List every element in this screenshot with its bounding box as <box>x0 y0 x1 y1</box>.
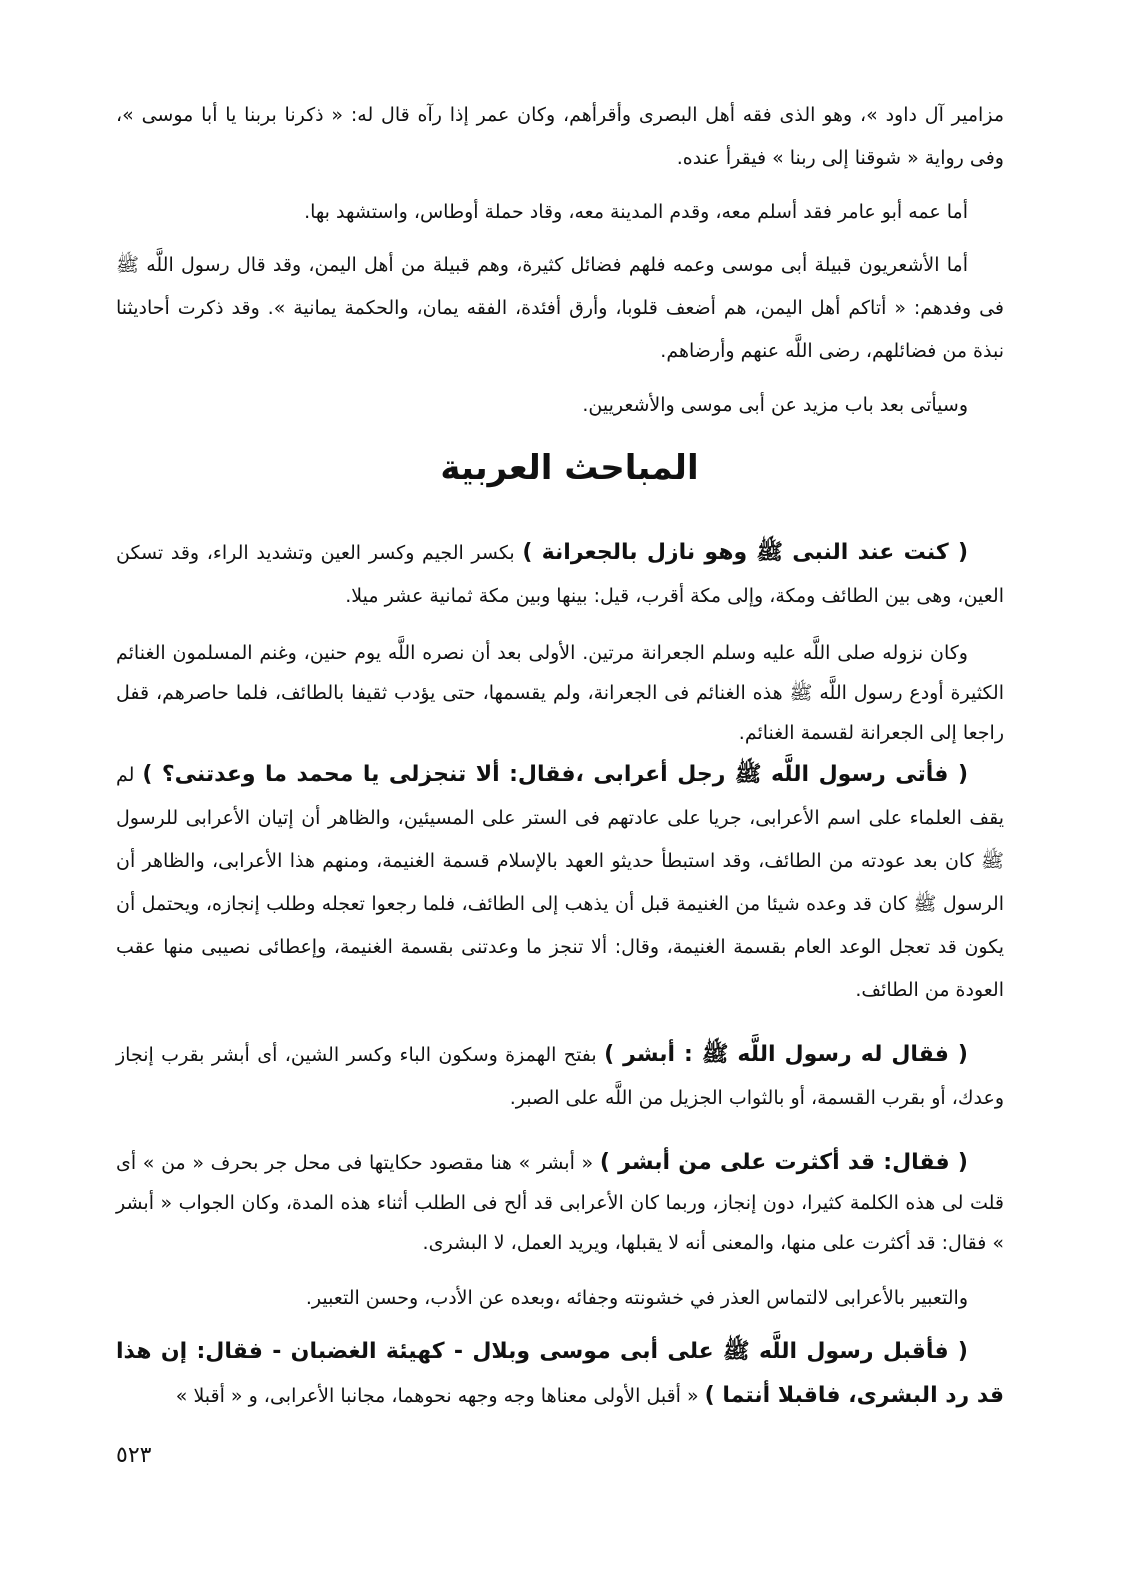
paragraph-1 <box>116 93 1004 180</box>
paragraph-8 <box>116 1033 1004 1120</box>
paragraph-6 <box>116 633 1004 753</box>
paragraph-5 <box>116 531 1004 618</box>
lead-phrase: ( فأتى رسول اللَّه ﷺ رجل أعرابى ،فقال: ألا تنجزلى يا محمد ما وعدتنى؟ ) <box>142 762 968 787</box>
lead-phrase: ( كنت عند النبى ﷺ وهو نازل بالجعرانة ) <box>522 540 968 565</box>
paragraph-text: وسيأتى بعد باب مزيد عن أبى موسى والأشعريين. <box>582 394 968 416</box>
lead-phrase: ( فقال: قد أكثرت على من أبشر ) <box>599 1150 968 1175</box>
paragraph-10 <box>116 1276 1004 1320</box>
paragraph-text: بكسر الجيم وكسر العين وتشديد الراء، وقد تسكن العين، وهى بين الطائف ومكة، وإلى مكة أقرب، قيل: بينها وبين مكة ثمانية عشر ميلا. <box>116 542 1004 607</box>
lead-phrase: ( فقال له رسول اللَّه ﷺ : أبشر ) <box>604 1042 968 1067</box>
paragraph-3 <box>116 243 1004 373</box>
page-number: ٥٢٣ <box>116 1443 152 1468</box>
paragraph-2 <box>116 190 1004 234</box>
paragraph-text: لم يقف العلماء على اسم الأعرابى، جريا على عادتهم فى الستر على المسيئين، والظاهر أن إتيان الأعرابى للرسول ﷺ كان بعد عودته من الطائف، وقد استبطأ حديثو العهد بالإسلام قسمة الغنيمة، ومنهم هذا الأعرابى، والظاهر أن الرسول ﷺ كان قد وعده شيئا من الغنيمة قبل أن يذهب إلى الطائف، فلما رجعوا تعجله وطلب إنجازه، ويحتمل أن يكون قد تعجل الوعد العام بقسمة الغنيمة، وقال: ألا تنجز ما وعدتنى بقسمة الغنيمة، وإعطائى نصيبى منها عقب العودة من الطائف. <box>116 764 1004 1001</box>
lead-phrase: ( فأقبل رسول اللَّه ﷺ على أبى موسى وبلال - كهيئة الغضبان - فقال: إن هذا قد رد البشرى، فاقبلا أنتما ) <box>116 1339 1004 1408</box>
paragraph-text: وكان نزوله صلى اللَّه عليه وسلم الجعرانة مرتين. الأولى بعد أن نصره اللَّه يوم حنين، وغنم المسلمون الغنائم الكثيرة أودع رسول اللَّه ﷺ هذه الغنائم فى الجعرانة، ولم يقسمها، حتى يؤدب ثقيفا بالطائف، فلما حاصرهم، قفل راجعا إلى الجعرانة لقسمة الغنائم. <box>116 642 1004 744</box>
paragraph-text: « أبشر » هنا مقصود حكايتها فى محل جر بحرف « من » أى قلت لى هذه الكلمة كثيرا، دون إنجاز، وربما كان الأعرابى قد ألح فى الطلب أثناء هذه المدة، وكان الجواب « أبشر » فقال: قد أكثرت على منها، والمعنى أنه لا يقبلها، ويريد العمل، لا البشرى. <box>116 1152 1004 1254</box>
paragraph-text: بفتح الهمزة وسكون الباء وكسر الشين، أى أبشر بقرب إنجاز وعدك، أو بقرب القسمة، أو بالثواب الجزيل من اللَّه على الصبر. <box>116 1044 1004 1109</box>
paragraph-text: « أقبل الأولى معناها وجه وجهه نحوهما، مجانبا الأعرابى، و « أقبلا » <box>175 1385 705 1407</box>
paragraph-7 <box>116 753 1004 1012</box>
paragraph-4 <box>116 383 1004 427</box>
section-heading: المباحث العربية <box>440 448 699 488</box>
paragraph-text: أما عمه أبو عامر فقد أسلم معه، وقدم المدينة معه، وقاد حملة أوطاس، واستشهد بها. <box>304 201 968 223</box>
paragraph-text: والتعبير بالأعرابى لالتماس العذر في خشونته وجفائه ،وبعده عن الأدب، وحسن التعبير. <box>305 1287 968 1309</box>
paragraph-9 <box>116 1143 1004 1263</box>
paragraph-11 <box>116 1330 1004 1418</box>
paragraph-text: مزامير آل داود »، وهو الذى فقه أهل البصرى وأقرأهم، وكان عمر إذا رآه قال له: « ذكرنا بربنا يا أبا موسى »، وفى رواية « شوقنا إلى ربنا » فيقرأ عنده. <box>116 104 1004 169</box>
paragraph-text: أما الأشعريون قبيلة أبى موسى وعمه فلهم فضائل كثيرة، وهم قبيلة من أهل اليمن، وقد قال رسول اللَّه ﷺ فى وفدهم: « أتاكم أهل اليمن، هم أضعف قلوبا، وأرق أفئدة، الفقه يمان، والحكمة يمانية ». وقد ذكرت أحاديثنا نبذة من فضائلهم، رضى اللَّه عنهم وأرضاهم. <box>116 254 1004 362</box>
